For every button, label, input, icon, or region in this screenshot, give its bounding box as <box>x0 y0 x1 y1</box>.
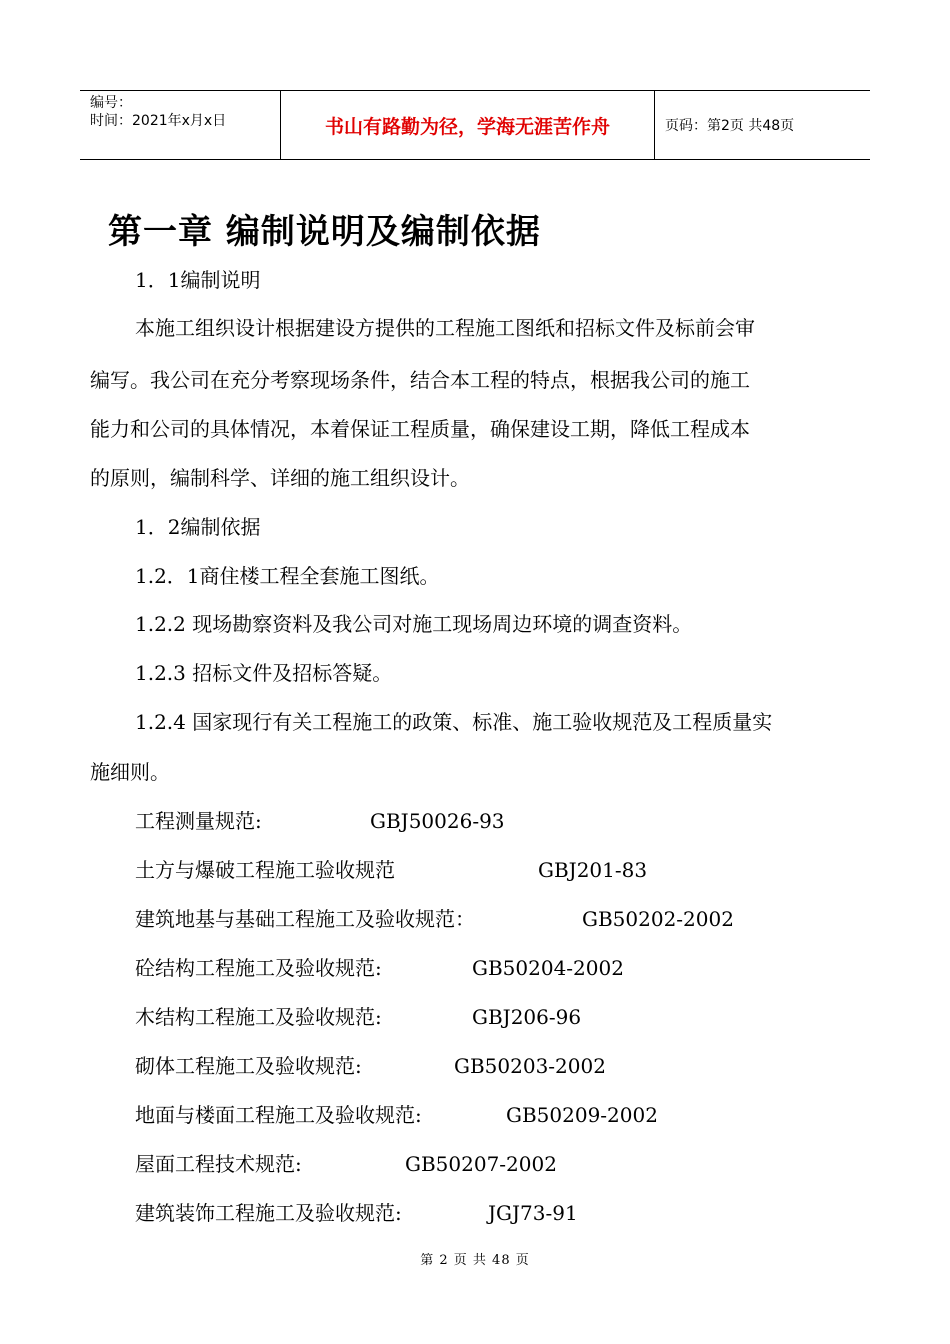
list-item: 1.2．1商住楼工程全套施工图纸。 <box>135 564 440 588</box>
header-page-info: 页码：第2页 共48页 <box>665 118 795 134</box>
standard-code: GB50203-2002 <box>454 1054 606 1078</box>
time-label: 时间：2021年x月x日 <box>90 113 227 129</box>
standard-name: 建筑地基与基础工程施工及验收规范： <box>135 907 475 931</box>
standard-code: GBJ201-83 <box>538 858 648 882</box>
header-motto: 书山有路勤为径，学海无涯苦作舟 <box>281 91 655 159</box>
header-left-cell <box>80 91 281 159</box>
paragraph-line: 能力和公司的具体情况，本着保证工程质量，确保建设工期，降低工程成本 <box>90 417 750 441</box>
standard-name: 木结构工程施工及验收规范: <box>135 1005 382 1029</box>
paragraph-line: 编写。我公司在充分考察现场条件，结合本工程的特点，根据我公司的施工 <box>90 368 750 392</box>
standard-code: GB50202-2002 <box>582 907 734 931</box>
standard-name: 砌体工程施工及验收规范: <box>135 1054 362 1078</box>
standard-code: JGJ73-91 <box>488 1201 578 1225</box>
list-item: 1.2.4 国家现行有关工程施工的政策、标准、施工验收规范及工程质量实 <box>135 710 773 734</box>
standard-code: GB50207-2002 <box>405 1152 557 1176</box>
standard-name: 地面与楼面工程施工及验收规范: <box>135 1103 422 1127</box>
chapter-title: 第一章 编制说明及编制依据 <box>108 212 541 252</box>
standard-code: GBJ206-96 <box>472 1005 582 1029</box>
list-item: 1.2.3 招标文件及招标答疑。 <box>135 661 393 685</box>
number-label: 编号： <box>90 95 132 111</box>
standard-name: 土方与爆破工程施工验收规范 <box>135 858 395 882</box>
paragraph-line: 的原则，编制科学、详细的施工组织设计。 <box>90 466 470 490</box>
standard-code: GBJ50026-93 <box>370 809 505 833</box>
standard-code: GB50209-2002 <box>506 1103 658 1127</box>
list-item: 1.2.2 现场勘察资料及我公司对施工现场周边环境的调查资料。 <box>135 612 693 636</box>
page-footer: 第 2 页 共 48 页 <box>420 1253 530 1268</box>
paragraph-line: 本施工组织设计根据建设方提供的工程施工图纸和招标文件及标前会审 <box>135 316 755 340</box>
standard-name: 屋面工程技术规范: <box>135 1152 302 1176</box>
section-heading: 1．1编制说明 <box>135 268 261 292</box>
standard-name: 建筑装饰工程施工及验收规范: <box>135 1201 402 1225</box>
standard-name: 砼结构工程施工及验收规范: <box>135 956 382 980</box>
page-header <box>80 90 870 160</box>
section-heading: 1．2编制依据 <box>135 515 261 539</box>
list-item-continuation: 施细则。 <box>90 760 170 784</box>
standard-name: 工程测量规范: <box>135 809 262 833</box>
standard-code: GB50204-2002 <box>472 956 624 980</box>
